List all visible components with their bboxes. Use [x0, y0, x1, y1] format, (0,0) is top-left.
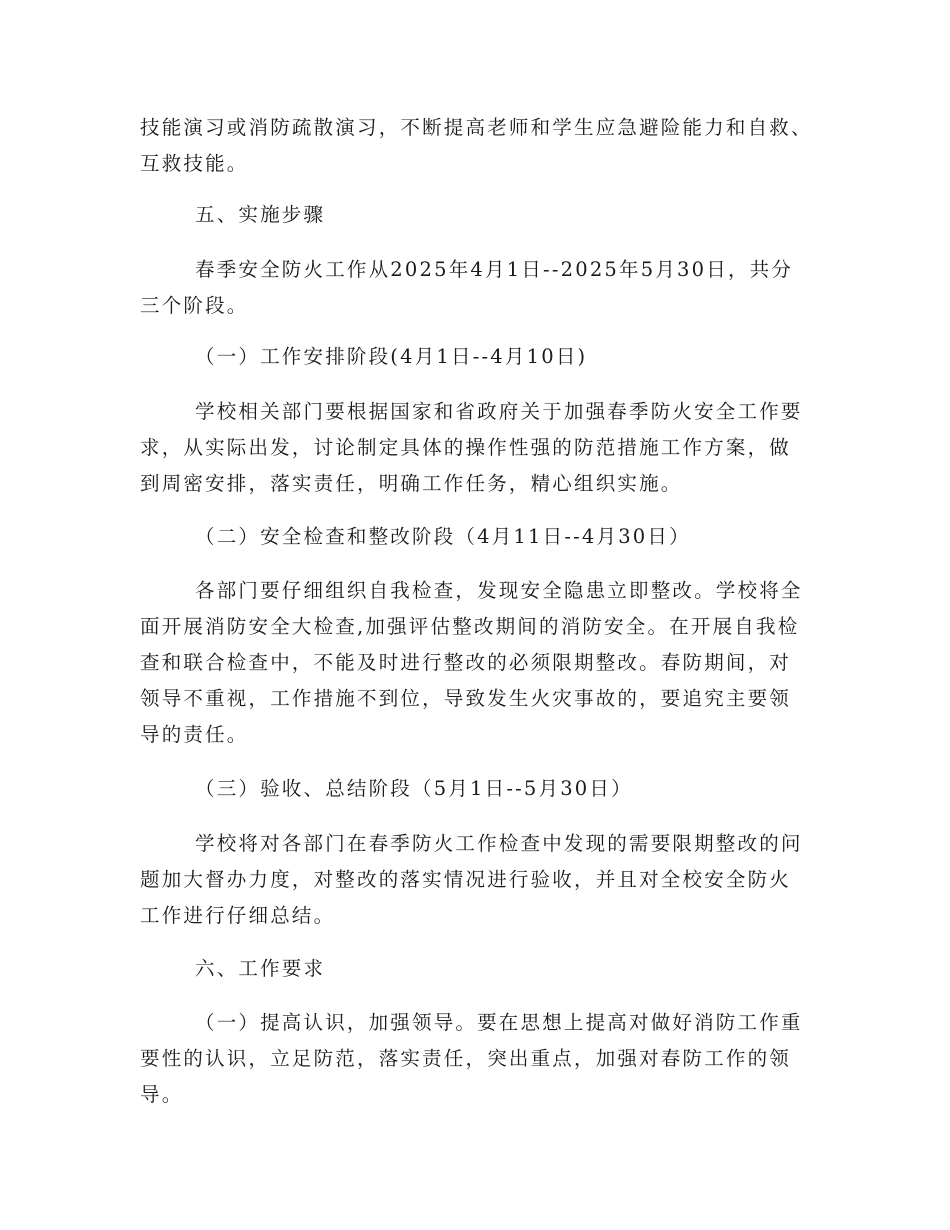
paragraph-stage-3 [140, 826, 808, 934]
paragraph-stage-2 [140, 573, 808, 753]
text-line: 求，从实际出发，讨论制定具体的操作性强的防范措施工作方案，做 [140, 436, 792, 459]
heading-text: 五、实施步骤 [195, 203, 326, 226]
text-line: 技能演习或消防疏散演习，不断提高老师和学生应急避险能力和自救、 [140, 116, 813, 139]
text-line: 到周密安排，落实责任，明确工作任务，精心组织实施。 [140, 472, 683, 495]
text-line: 学校将对各部门在春季防火工作检查中发现的需要限期整改的问 [195, 832, 803, 855]
heading-text: 六、工作要求 [195, 957, 326, 980]
subheading-stage-1 [140, 339, 808, 375]
text-line: 查和联合检查中，不能及时进行整改的必须限期整改。春防期间，对 [140, 651, 792, 674]
text-line: 导。 [140, 1083, 184, 1106]
text-line: 学校相关部门要根据国家和省政府关于加强春季防火安全工作要 [195, 400, 803, 423]
text-line: 春季安全防火工作从2025年4月1日--2025年5月30日，共分 [195, 258, 794, 281]
text-line: 要性的认识，立足防范，落实责任，突出重点，加强对春防工作的领 [140, 1047, 792, 1070]
text-line: 面开展消防安全大检查,加强评估整改期间的消防安全。在开展自我检 [140, 615, 800, 638]
paragraph-timeline [140, 252, 808, 324]
paragraph-stage-1 [140, 394, 808, 502]
text-line: 三个阶段。 [140, 294, 249, 317]
heading-text: （二）安全检查和整改阶段（4月11日--4月30日） [195, 525, 691, 548]
text-line: （一）提高认识，加强领导。要在思想上提高对做好消防工作重 [195, 1011, 803, 1034]
text-line: 题加大督办力度，对整改的落实情况进行验收，并且对全校安全防火 [140, 868, 792, 891]
paragraph-drill-continuation [140, 110, 813, 182]
subheading-stage-2 [140, 519, 808, 555]
section-heading-work-requirements [140, 951, 808, 987]
text-line: 导的责任。 [140, 723, 249, 746]
heading-text: （一）工作安排阶段(4月1日--4月10日) [195, 345, 588, 368]
text-line: 各部门要仔细组织自我检查，发现安全隐患立即整改。学校将全 [195, 579, 803, 602]
text-line: 互救技能。 [140, 152, 249, 175]
subheading-stage-3 [140, 771, 808, 807]
paragraph-requirement-1 [140, 1005, 808, 1113]
section-heading-implementation-steps [140, 197, 808, 233]
heading-text: （三）验收、总结阶段（5月1日--5月30日） [195, 777, 633, 800]
text-line: 工作进行仔细总结。 [140, 904, 336, 927]
text-line: 领导不重视，工作措施不到位，导致发生火灾事故的，要追究主要领 [140, 687, 792, 710]
